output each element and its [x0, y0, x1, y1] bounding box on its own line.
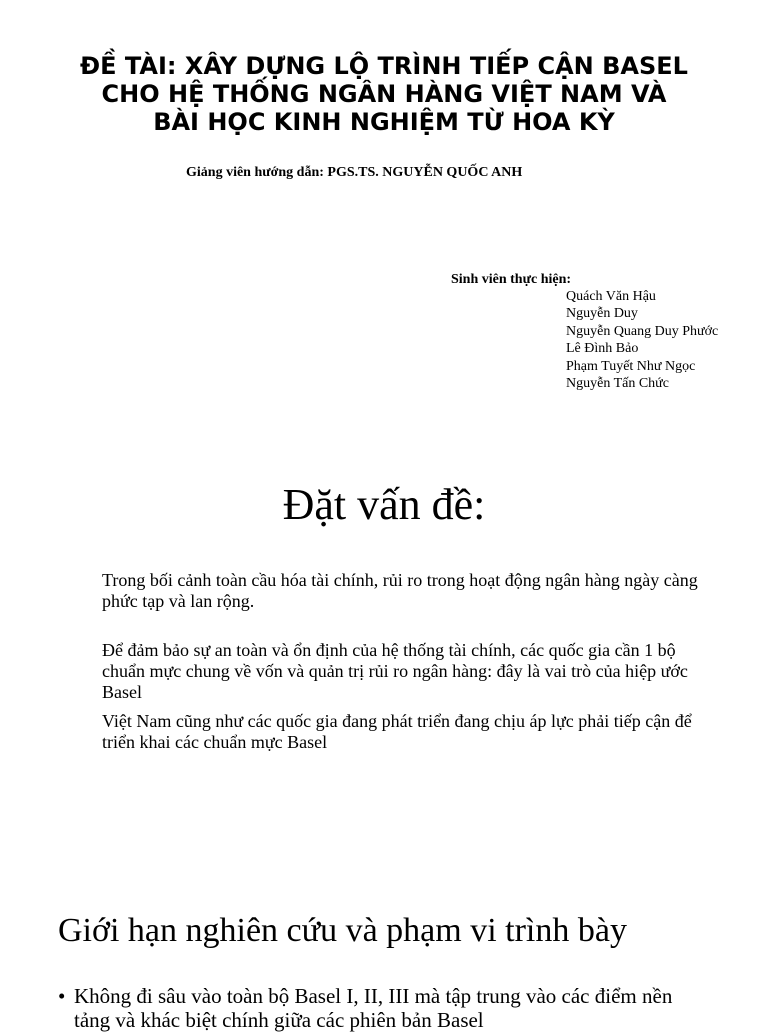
scope-bullet-list — [58, 984, 708, 1032]
students-list — [566, 288, 718, 392]
student-name: Nguyễn Duy — [566, 306, 638, 322]
list-item — [58, 984, 708, 1032]
student-name: Lê Đình Bảo — [566, 341, 639, 357]
section-heading-scope: Giới hạn nghiên cứu và phạm vi trình bày — [58, 912, 627, 949]
document-title — [40, 52, 728, 136]
bullet-text: Không đi sâu vào toàn bộ Basel I, II, III mà tập trung vào các điểm nền tảng và khác biệt chính giữa các phiên bản Basel — [74, 984, 673, 1032]
student-name: Quách Văn Hậu — [566, 289, 656, 304]
problem-paragraph: Việt Nam cũng như các quốc gia đang phát triển đang chịu áp lực phải tiếp cận để triển khai các chuẩn mực Basel — [102, 711, 692, 752]
student-name: Nguyễn Quang Duy Phước — [566, 323, 719, 339]
student-name: Nguyễn Tấn Chức — [566, 376, 669, 392]
advisor-line: Giảng viên hướng dẫn: PGS.TS. NGUYỄN QUỐC ANH — [186, 165, 523, 180]
problem-paragraph: Trong bối cảnh toàn cầu hóa tài chính, rủi ro trong hoạt động ngân hàng ngày càng phức tạp và lan rộng. — [102, 570, 698, 611]
student-name: Phạm Tuyết Như Ngọc — [566, 358, 696, 374]
title-line: CHO HỆ THỐNG NGÂN HÀNG VIỆT NAM VÀ — [101, 80, 667, 108]
title-line: ĐỀ TÀI: XÂY DỰNG LỘ TRÌNH TIẾP CẬN BASEL — [80, 52, 688, 80]
students-label: Sinh viên thực hiện: — [451, 272, 572, 287]
bullet-icon: • — [58, 984, 66, 1008]
problem-paragraph: Để đảm bảo sự an toàn và ổn định của hệ thống tài chính, các quốc gia cần 1 bộ chuẩn mực chung về vốn và quản trị rủi ro ngân hàng: đây là vai trò của hiệp ước Basel — [102, 640, 688, 702]
section-heading-problem: Đặt vấn đề: — [282, 480, 486, 529]
title-line: BÀI HỌC KINH NGHIỆM TỪ HOA KỲ — [153, 108, 615, 136]
